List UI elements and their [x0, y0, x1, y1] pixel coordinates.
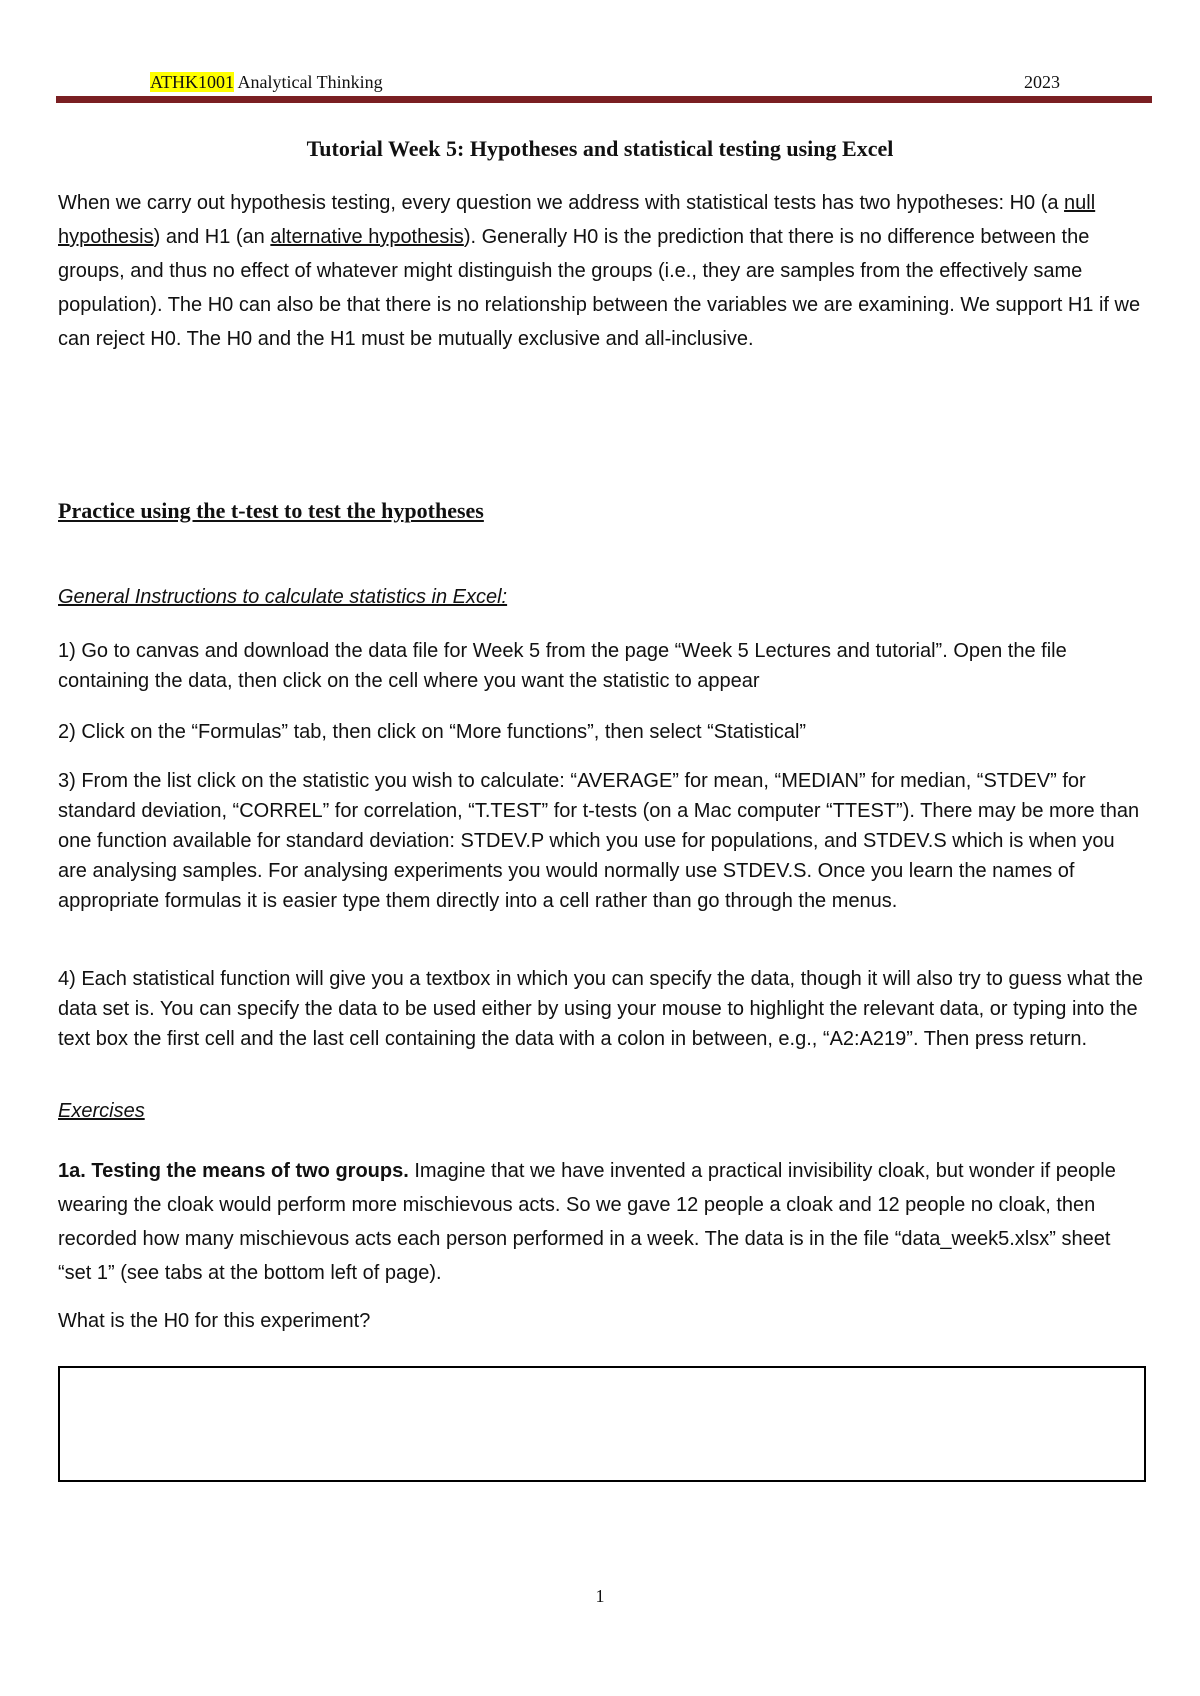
h0-question: What is the H0 for this experiment? [58, 1310, 371, 1332]
general-instructions-heading: General Instructions to calculate statistics in Excel: [58, 586, 508, 608]
intro-text-1: When we carry out hypothesis testing, every question we address with statistical tests has two hypotheses: H0 (a [58, 192, 1065, 214]
h0-answer-box[interactable] [58, 1366, 1146, 1482]
instruction-step-1: 1) Go to canvas and download the data file for Week 5 from the page “Week 5 Lectures and tutorial”. Open the file containing the data, then click on the cell where you want the statistic to appear [58, 640, 1067, 692]
page-number: 1 [595, 1586, 605, 1606]
header-divider [56, 96, 1152, 103]
intro-text-2: ) and H1 (an [153, 226, 271, 248]
instruction-step-2: 2) Click on the “Formulas” tab, then click on “More functions”, then select “Statistical” [58, 721, 807, 743]
header-year: 2023 [1024, 72, 1060, 92]
section-heading: Practice using the t-test to test the hypotheses [58, 498, 484, 523]
exercise-1a-label: 1a. Testing the means of two groups. [58, 1160, 409, 1182]
exercises-heading: Exercises [58, 1100, 145, 1122]
page-header [150, 72, 1060, 96]
course-code: ATHK1001 [150, 72, 234, 92]
exercise-1a-text: Imagine that we have invented a practical invisibility cloak, but wonder if people wearing the cloak would perform more mischievous acts. So we gave 12 people a cloak and 12 people no cloak, then recorded how many mischievous acts each person performed in a week. The data is in the file “data_week5.xlsx” sheet “set 1” (see tabs at the bottom left of page). [58, 1160, 1116, 1284]
intro-paragraph [58, 186, 1148, 356]
instruction-step-4: 4) Each statistical function will give you a textbox in which you can specify the data, though it will also try to guess what the data set is. You can specify the data to be used either by using your mouse to highlight the relevant data, or typing into the text box the first cell and the last cell containing the data with a colon in between, e.g., “A2:A219”. Then press return. [58, 968, 1144, 1050]
course-name: Analytical Thinking [234, 72, 383, 92]
intro-text-3: ). Generally H0 is the prediction that there is no difference between the groups, and thus no effect of whatever might distinguish the groups (i.e., they are samples from the effectively same population). The H0 can also be that there is no relationship between the variables we are examining. We support H1 if we can reject H0. The H0 and the H1 must be mutually exclusive and all-inclusive. [58, 226, 1141, 350]
alternative-hypothesis-term: alternative hypothesis [270, 226, 464, 248]
exercise-1a [58, 1154, 1148, 1290]
instruction-step-3: 3) From the list click on the statistic you wish to calculate: “AVERAGE” for mean, “MEDIAN” for median, “STDEV” for standard deviation, “CORREL” for correlation, “T.TEST” for t-tests (on a Mac computer “TTEST”). There may be more than one function available for standard deviation: STDEV.P which you use for populations, and STDEV.S which is when you are analysing samples. For analysing experiments you would normally use STDEV.S. Once you learn the names of appropriate formulas it is easier type them directly into a cell rather than go through the menus. [58, 770, 1140, 912]
document-title: Tutorial Week 5: Hypotheses and statistical testing using Excel [306, 136, 894, 161]
null-hypothesis-term: null hypothesis [58, 192, 1096, 248]
